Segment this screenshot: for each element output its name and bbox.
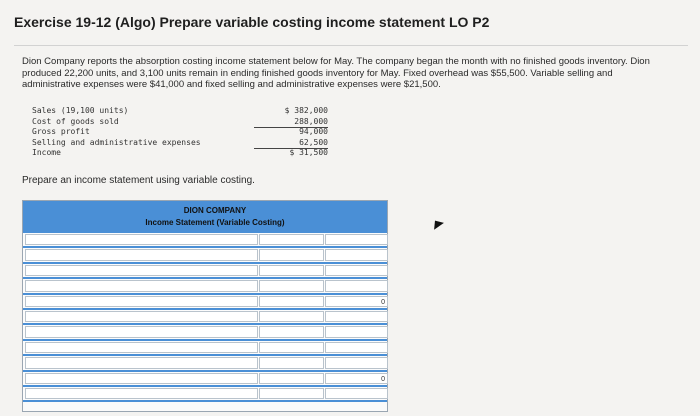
total-value: 0: [381, 375, 385, 383]
table-row: [23, 341, 387, 356]
amount-input-cell[interactable]: [259, 265, 324, 276]
table-row: [23, 279, 387, 294]
amount-input-cell[interactable]: [259, 342, 324, 353]
total-input-cell[interactable]: [325, 326, 388, 337]
label-input-cell[interactable]: [25, 280, 258, 291]
company-name: DION COMPANY: [183, 206, 247, 215]
label-input-cell[interactable]: [25, 296, 258, 307]
table-row: [23, 295, 387, 310]
label-input-cell[interactable]: [25, 342, 258, 353]
variable-costing-answer-table: [22, 200, 388, 412]
total-input-cell[interactable]: [325, 388, 388, 399]
table-row: [23, 372, 387, 387]
table-row: [23, 233, 387, 248]
total-value: 0: [381, 298, 385, 306]
amount-input-cell[interactable]: [259, 357, 324, 368]
label-input-cell[interactable]: [25, 326, 258, 337]
total-input-cell[interactable]: [325, 296, 388, 307]
answer-rows: [23, 233, 387, 402]
row-label: Income: [32, 148, 61, 157]
instruction-text: Prepare an income statement using variable costing.: [22, 175, 255, 186]
label-input-cell[interactable]: [25, 373, 258, 384]
table-row: [23, 264, 387, 279]
row-amount: 94,000: [299, 127, 328, 136]
total-input-cell[interactable]: [325, 280, 388, 291]
amount-input-cell[interactable]: [259, 280, 324, 291]
label-input-cell[interactable]: [25, 234, 258, 245]
row-label: Cost of goods sold: [32, 116, 119, 126]
row-amount: 62,500: [254, 138, 328, 150]
row-amount: 288,000: [254, 117, 328, 129]
row-label: Selling and administrative expenses: [32, 137, 201, 147]
amount-input-cell[interactable]: [259, 373, 324, 384]
row-label: Gross profit: [32, 127, 90, 136]
problem-description: Dion Company reports the absorption costing income statement below for May. The company began the month with no finished goods inventory. Dion produced 22,200 units, and 3,100 units remain in ending finished goods inventory for May. Fixed overhead was $55,500. Variable selling and administrative expenses were $41,000 and fixed selling and administrative expenses were $21,500.: [22, 56, 650, 90]
label-input-cell[interactable]: [25, 249, 258, 260]
amount-input-cell[interactable]: [259, 388, 324, 399]
amount-input-cell[interactable]: [259, 326, 324, 337]
total-input-cell[interactable]: [325, 265, 388, 276]
row-amount: $ 382,000: [284, 106, 328, 115]
table-row: [23, 248, 387, 263]
amount-input-cell[interactable]: [259, 234, 324, 245]
amount-input-cell[interactable]: [259, 311, 324, 322]
mouse-cursor-icon: [430, 217, 444, 230]
label-input-cell[interactable]: [25, 357, 258, 368]
table-header: [23, 201, 387, 233]
table-row: [23, 310, 387, 325]
label-input-cell[interactable]: [25, 388, 258, 399]
total-input-cell[interactable]: [325, 373, 388, 384]
title-divider: [14, 45, 688, 46]
total-input-cell[interactable]: [325, 234, 388, 245]
amount-input-cell[interactable]: [259, 296, 324, 307]
label-input-cell[interactable]: [25, 311, 258, 322]
total-input-cell[interactable]: [325, 249, 388, 260]
table-row: [23, 356, 387, 371]
total-input-cell[interactable]: [325, 342, 388, 353]
page-title: Exercise 19-12 (Algo) Prepare variable costing income statement LO P2: [14, 14, 490, 30]
row-amount: $ 31,500: [289, 148, 328, 157]
label-input-cell[interactable]: [25, 265, 258, 276]
table-row: [23, 325, 387, 340]
table-row: [23, 387, 387, 402]
amount-input-cell[interactable]: [259, 249, 324, 260]
statement-title: Income Statement (Variable Costing): [145, 218, 285, 227]
total-input-cell[interactable]: [325, 357, 388, 368]
total-input-cell[interactable]: [325, 311, 388, 322]
row-label: Sales (19,100 units): [32, 106, 129, 115]
